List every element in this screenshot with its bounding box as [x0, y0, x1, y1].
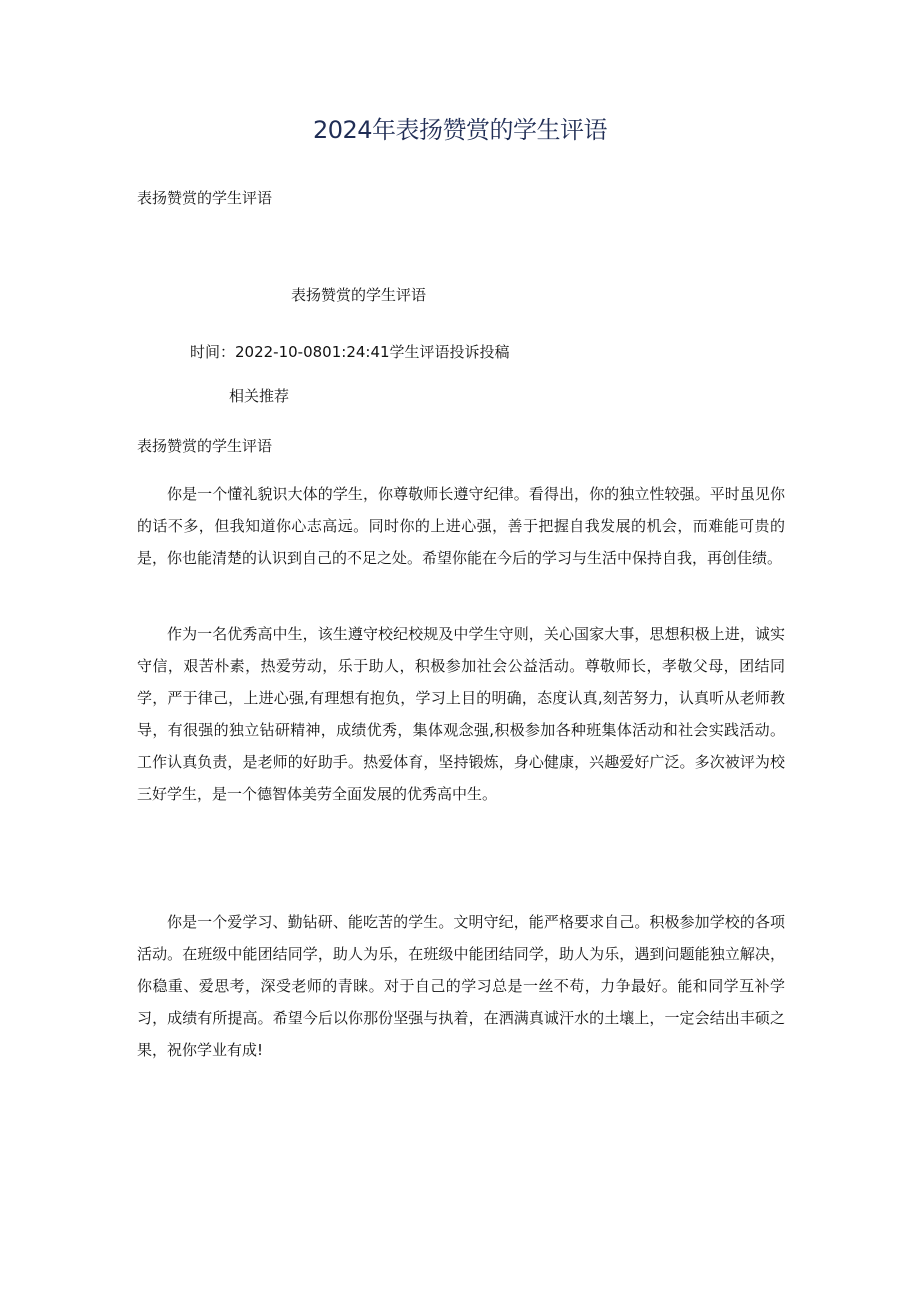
- paragraph: 你是一个懂礼貌识大体的学生，你尊敬师长遵守纪律。看得出，你的独立性较强。平时虽见你的话不多，但我知道你心志高远。同时你的上进心强，善于把握自我发展的机会，而难能可贵的是，你也能清楚的认识到自己的不足之处。希望你能在今后的学习与生活中保持自我，再创佳绩。: [137, 485, 785, 567]
- page-title: 2024年表扬赞赏的学生评语: [312, 116, 608, 144]
- paragraph: 你是一个爱学习、勤钻研、能吃苦的学生。文明守纪，能严格要求自己。积极参加学校的各项活动。在班级中能团结同学，助人为乐，在班级中能团结同学，助人为乐，遇到问题能独立解决，你稳重、爱思考，深受老师的青睐。对于自己的学习总是一丝不苟，力争最好。能和同学互补学习，成绩有所提高。希望今后以你那份坚强与执着，在洒满真诚汗水的土壤上，一定会结出丰硕之果，祝你学业有成!: [137, 913, 785, 1059]
- article-meta: 时间：2022-10-0801:24:41学生评语投诉投稿: [190, 343, 510, 361]
- paragraph: 作为一名优秀高中生，该生遵守校纪校规及中学生守则，关心国家大事，思想积极上进，诚实守信，艰苦朴素，热爱劳动，乐于助人，积极参加社会公益活动。尊敬师长，孝敬父母，团结同学，严于律己，上进心强,有理想有抱负，学习上目的明确，态度认真,刻苦努力，认真听从老师教导，有很强的独立钻研精神，成绩优秀，集体观念强,积极参加各种班集体活动和社会实践活动。工作认真负责，是老师的好助手。热爱体育，坚持锻炼，身心健康，兴趣爱好广泛。多次被评为校三好学生，是一个德智体美劳全面发展的优秀高中生。: [137, 625, 785, 803]
- article-heading: 表扬赞赏的学生评语: [291, 286, 427, 304]
- section-heading: 表扬赞赏的学生评语: [137, 437, 273, 455]
- related-recommendations-label: 相关推荐: [229, 387, 290, 405]
- subtitle-heading: 表扬赞赏的学生评语: [137, 189, 273, 207]
